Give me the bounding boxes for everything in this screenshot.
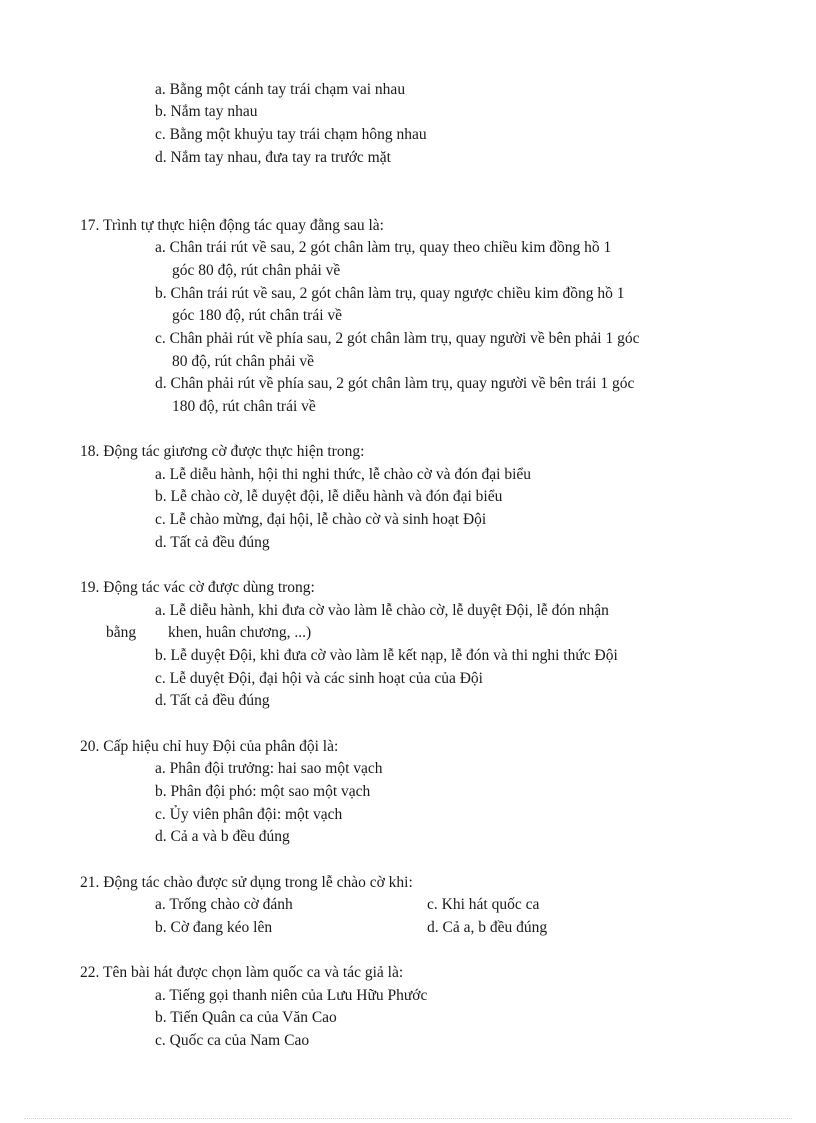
q20-option-b: b. Phân đội phó: một sao một vạch bbox=[155, 783, 371, 800]
q17-question: 17. Trình tự thực hiện động tác quay đằng sau là: bbox=[80, 217, 384, 234]
q20-option-d: d. Cả a và b đều đúng bbox=[155, 828, 290, 845]
q19-option-a-prefix: bằng bbox=[106, 624, 137, 641]
q19-option-c: c. Lễ duyệt Đội, đại hội và các sinh hoạt của của Đội bbox=[155, 670, 483, 687]
q21-option-a: a. Trống chào cờ đánh bbox=[155, 896, 293, 913]
q16-option-c: c. Bằng một khuỷu tay trái chạm hông nhau bbox=[155, 126, 427, 143]
q21-option-d: d. Cả a, b đều đúng bbox=[427, 919, 548, 936]
q18-option-a: a. Lễ diễu hành, hội thi nghi thức, lễ chào cờ và đón đại biểu bbox=[155, 466, 532, 483]
q16-option-a: a. Bằng một cánh tay trái chạm vai nhau bbox=[155, 81, 406, 98]
q17-option-b-cont: góc 180 độ, rút chân trái về bbox=[172, 307, 343, 324]
q19-option-d: d. Tất cả đều đúng bbox=[155, 692, 270, 709]
q21-option-b: b. Cờ đang kéo lên bbox=[155, 919, 273, 936]
q19-option-a-cont: khen, huân chương, ...) bbox=[168, 624, 312, 641]
q20-option-c: c. Ủy viên phân đội: một vạch bbox=[155, 806, 343, 823]
page-bottom-rule bbox=[24, 1118, 792, 1119]
q18-question: 18. Động tác giương cờ được thực hiện trong: bbox=[80, 443, 365, 460]
q17-option-a-cont: góc 80 độ, rút chân phải về bbox=[172, 262, 341, 279]
q19-option-b: b. Lễ duyệt Đội, khi đưa cờ vào làm lễ kết nạp, lễ đón và thi nghi thức Đội bbox=[155, 647, 618, 664]
q21-option-c: c. Khi hát quốc ca bbox=[427, 896, 540, 913]
q17-option-c: c. Chân phải rút về phía sau, 2 gót chân làm trụ, quay người về bên phải 1 góc bbox=[155, 330, 640, 347]
q22-option-a: a. Tiếng gọi thanh niên của Lưu Hữu Phước bbox=[155, 987, 428, 1004]
q22-option-b: b. Tiến Quân ca của Văn Cao bbox=[155, 1009, 337, 1026]
q22-option-c: c. Quốc ca của Nam Cao bbox=[155, 1032, 310, 1049]
q21-question: 21. Động tác chào được sử dụng trong lễ chào cờ khi: bbox=[80, 874, 413, 891]
q17-option-d-cont: 180 độ, rút chân trái về bbox=[172, 398, 316, 415]
q16-option-d: d. Nắm tay nhau, đưa tay ra trước mặt bbox=[155, 149, 391, 166]
q17-option-a: a. Chân trái rút về sau, 2 gót chân làm trụ, quay theo chiều kim đồng hồ 1 bbox=[155, 239, 612, 256]
q17-option-d: d. Chân phải rút về phía sau, 2 gót chân làm trụ, quay người về bên trái 1 góc bbox=[155, 375, 635, 392]
q17-option-b: b. Chân trái rút về sau, 2 gót chân làm trụ, quay ngược chiều kim đồng hồ 1 bbox=[155, 285, 625, 302]
q19-question: 19. Động tác vác cờ được dùng trong: bbox=[80, 579, 315, 596]
q18-option-d: d. Tất cả đều đúng bbox=[155, 534, 270, 551]
q18-option-b: b. Lễ chào cờ, lễ duyệt đội, lễ diễu hành và đón đại biểu bbox=[155, 488, 503, 505]
q22-question: 22. Tên bài hát được chọn làm quốc ca và tác giả là: bbox=[80, 964, 404, 981]
q20-option-a: a. Phân đội trưởng: hai sao một vạch bbox=[155, 760, 383, 777]
q19-option-a: a. Lễ diễu hành, khi đưa cờ vào làm lễ chào cờ, lễ duyệt Đội, lễ đón nhận bbox=[155, 602, 609, 619]
q17-option-c-cont: 80 độ, rút chân phải về bbox=[172, 353, 315, 370]
q16-option-b: b. Nắm tay nhau bbox=[155, 103, 258, 120]
q18-option-c: c. Lễ chào mừng, đại hội, lễ chào cờ và sinh hoạt Đội bbox=[155, 511, 487, 528]
q20-question: 20. Cấp hiệu chỉ huy Đội của phân đội là: bbox=[80, 738, 339, 755]
